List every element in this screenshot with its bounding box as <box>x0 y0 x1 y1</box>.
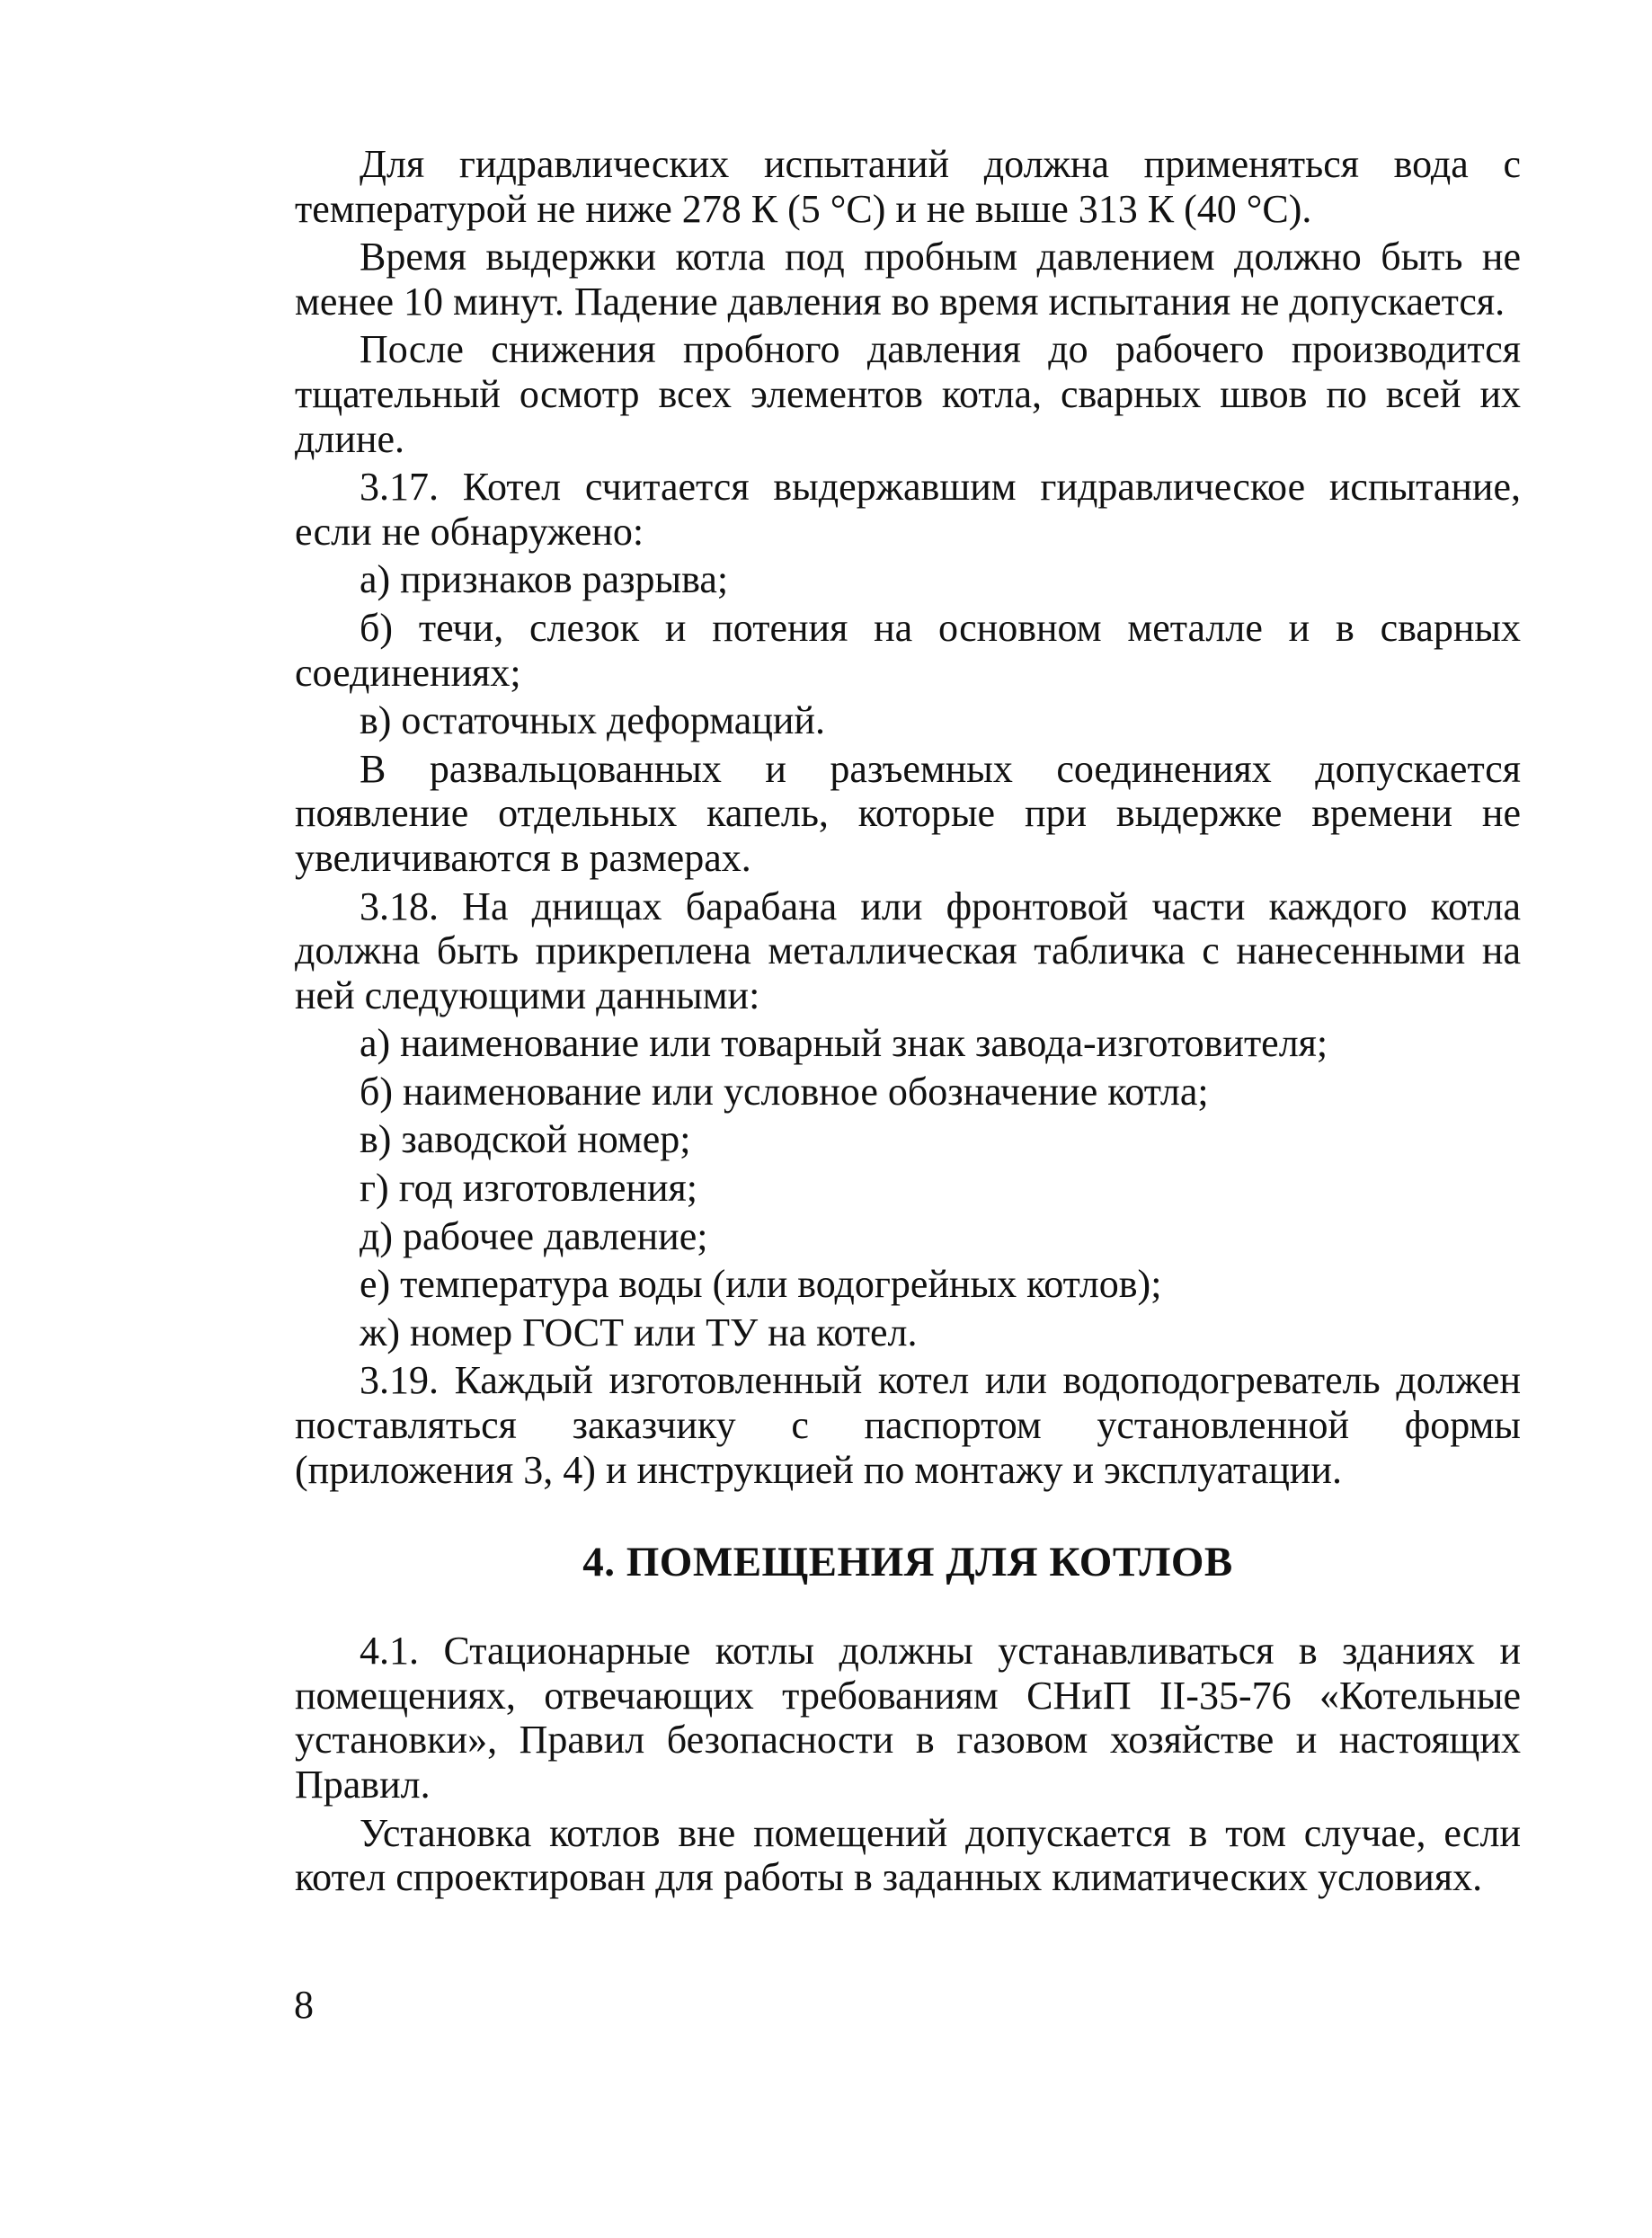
paragraph-outdoor-installation: Установка котлов вне помещений допускается в том случае, если котел спроектирован для работы в заданных климатических условиях. <box>295 1810 1521 1900</box>
paragraph-water-temperature: Для гидравлических испытаний должна применяться вода с температурой не ниже 278 К (5 °С) и не выше 313 К (40 °С). <box>295 142 1521 231</box>
list-item-a-rupture: а) признаков разрыва; <box>360 557 729 602</box>
list-item-plate-b: б) наименование или условное обозначение котла; <box>360 1069 1209 1114</box>
section-heading: 4. ПОМЕЩЕНИЯ ДЛЯ КОТЛОВ <box>582 1539 1233 1586</box>
page-number: 8 <box>294 1983 314 2027</box>
paragraph-rolled-joints: В развальцованных и разъемных соединениях допускается появление отдельных капель, которые при выдержке времени не увеличиваются в размерах. <box>295 746 1521 880</box>
text-column <box>295 142 1521 1900</box>
list-item-plate-e: д) рабочее давление; <box>360 1213 708 1258</box>
paragraph-3-17: 3.17. Котел считается выдержавшим гидравлическое испытание, если не обнаружено: <box>295 465 1521 554</box>
list-item-c-deformation: в) остаточных деформаций. <box>360 698 825 743</box>
paragraph-3-18: 3.18. На днищах барабана или фронтовой части каждого котла должна быть прикреплена металлическая табличка с нанесенными на ней следующими данными: <box>295 884 1521 1017</box>
list-item-plate-c: в) заводской номер; <box>360 1117 691 1162</box>
list-item-plate-g: ж) номер ГОСТ или ТУ на котел. <box>360 1310 918 1354</box>
list-item-plate-d: г) год изготовления; <box>360 1166 697 1211</box>
paragraph-4-1: 4.1. Стационарные котлы должны устанавливаться в зданиях и помещениях, отвечающих требованиям СНиП II-35-76 «Котельные установки», Правил безопасности в газовом хозяйстве и настоящих Правил. <box>295 1629 1521 1807</box>
paragraph-inspection: После снижения пробного давления до рабочего производится тщательный осмотр всех элементов котла, сварных швов по всей их длине. <box>295 327 1521 461</box>
list-item-plate-f: е) температура воды (или водогрейных котлов); <box>360 1262 1162 1307</box>
list-item-b-leaks: б) течи, слезок и потения на основном металле и в сварных соединениях; <box>295 605 1521 695</box>
paragraph-3-19: 3.19. Каждый изготовленный котел или водоподогреватель должен поставляться заказчику с паспортом установленной формы (приложения 3, 4) и инструкцией по монтажу и эксплуатации. <box>295 1358 1521 1492</box>
paragraph-holding-time: Время выдержки котла под пробным давлением должно быть не менее 10 минут. Падение давления во время испытания не допускается. <box>295 235 1521 324</box>
list-item-plate-a: а) наименование или товарный знак завода-изготовителя; <box>360 1021 1328 1066</box>
